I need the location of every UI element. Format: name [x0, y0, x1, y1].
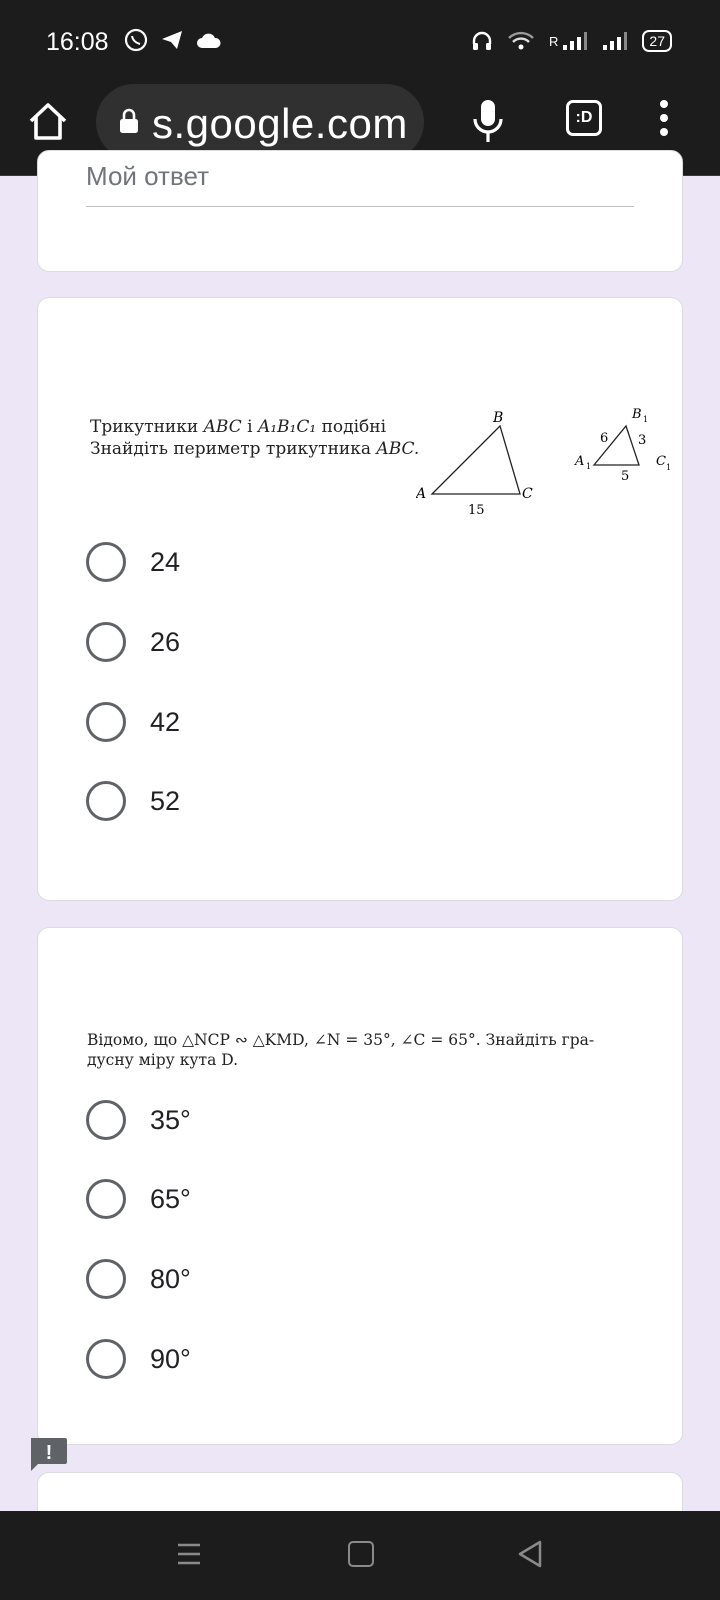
option-label: 65°: [150, 1183, 191, 1214]
question-1-text: [90, 416, 450, 460]
vertex-b1: B: [632, 407, 642, 422]
telegram-icon: [160, 28, 184, 52]
system-navigation-bar: [0, 1511, 720, 1600]
home-nav-icon[interactable]: [348, 1541, 374, 1567]
vertex-b1-sub: 1: [643, 415, 649, 424]
side-ac-label: 15: [468, 503, 485, 518]
battery-icon: 27: [642, 30, 672, 52]
question-2-line-1: Відомо, що △NCP ∾ △KMD, ∠N = 35°, ∠C = 65°. Знайдіть гра-: [87, 1031, 595, 1049]
vertex-c1-sub: 1: [666, 463, 672, 472]
question-card-1: [37, 297, 683, 901]
option-3[interactable]: [86, 1256, 191, 1302]
lock-icon[interactable]: [118, 108, 140, 134]
option-label: 26: [150, 626, 181, 657]
option-4[interactable]: [86, 778, 180, 824]
question-2-line-2: дусну міру кута D.: [87, 1051, 239, 1069]
radio-button[interactable]: [86, 1179, 126, 1219]
headset-icon: [471, 30, 493, 52]
option-label: 52: [150, 785, 181, 816]
option-label: 90°: [150, 1343, 191, 1374]
recent-apps-icon[interactable]: [176, 1541, 202, 1567]
signal-icon: [562, 31, 588, 51]
status-right-icons: [471, 30, 672, 52]
question-1-a1b1c1: A₁B₁C₁: [257, 417, 317, 437]
side-a1b1-label: 6: [600, 431, 609, 446]
option-2[interactable]: [86, 1176, 191, 1222]
status-bar: [0, 0, 720, 84]
vertex-a: A: [416, 486, 427, 502]
radio-button[interactable]: [86, 1339, 126, 1379]
back-icon[interactable]: [516, 1539, 544, 1569]
question-1-abc: ABC.: [376, 439, 420, 459]
radio-button[interactable]: [86, 542, 126, 582]
option-label: 80°: [150, 1263, 191, 1294]
option-2[interactable]: [86, 619, 180, 665]
answer-input[interactable]: Мой ответ: [86, 161, 209, 191]
option-3[interactable]: [86, 699, 180, 745]
triangle-abc: [432, 426, 520, 494]
status-left-icons: [124, 28, 222, 52]
radio-button[interactable]: [86, 781, 126, 821]
report-feedback-icon[interactable]: [28, 1436, 68, 1472]
side-a1c1-label: 5: [621, 469, 630, 484]
radio-button[interactable]: [86, 702, 126, 742]
question-1-text-part: Трикутники: [90, 417, 204, 437]
tab-switcher-button[interactable]: :D: [566, 100, 602, 136]
option-label: 42: [150, 706, 181, 737]
option-label: 24: [150, 546, 181, 577]
option-label: 35°: [150, 1104, 191, 1135]
vertex-c1: C: [656, 454, 666, 469]
radio-button[interactable]: [86, 1100, 126, 1140]
answer-input-underline: [86, 206, 634, 207]
radio-button[interactable]: [86, 1259, 126, 1299]
status-time: 16:08: [46, 28, 109, 56]
question-card-2: [37, 927, 683, 1445]
address-bar[interactable]: [96, 84, 424, 160]
option-1[interactable]: [86, 1097, 191, 1143]
triangles-figure: [416, 406, 676, 526]
question-1-abc: ABC: [203, 417, 242, 437]
viber-icon: [124, 28, 148, 52]
feedback-label: !: [45, 1442, 53, 1464]
side-b1c1-label: 3: [638, 433, 647, 448]
vertex-c: C: [522, 486, 533, 502]
option-1[interactable]: [86, 539, 180, 585]
signal-icon-2: [602, 31, 628, 51]
question-1-text-part: Знайдіть периметр трикутника: [90, 439, 377, 459]
network-label: R: [549, 33, 559, 49]
more-menu-icon[interactable]: [652, 98, 676, 142]
home-icon[interactable]: [26, 100, 70, 144]
wifi-icon: [507, 31, 535, 51]
vertex-a1: A: [575, 454, 585, 469]
option-4[interactable]: [86, 1336, 191, 1382]
vertex-a1-sub: 1: [586, 462, 592, 471]
url-text[interactable]: s.google.com: [152, 100, 408, 147]
cloud-icon: [196, 30, 222, 50]
radio-button[interactable]: [86, 622, 126, 662]
vertex-b: B: [493, 410, 504, 426]
question-2-text: [87, 1030, 647, 1070]
question-1-text-part: і: [241, 417, 258, 437]
mic-icon[interactable]: [470, 98, 506, 144]
previous-question-card: [37, 150, 683, 272]
question-1-text-part: подібні: [316, 417, 387, 437]
